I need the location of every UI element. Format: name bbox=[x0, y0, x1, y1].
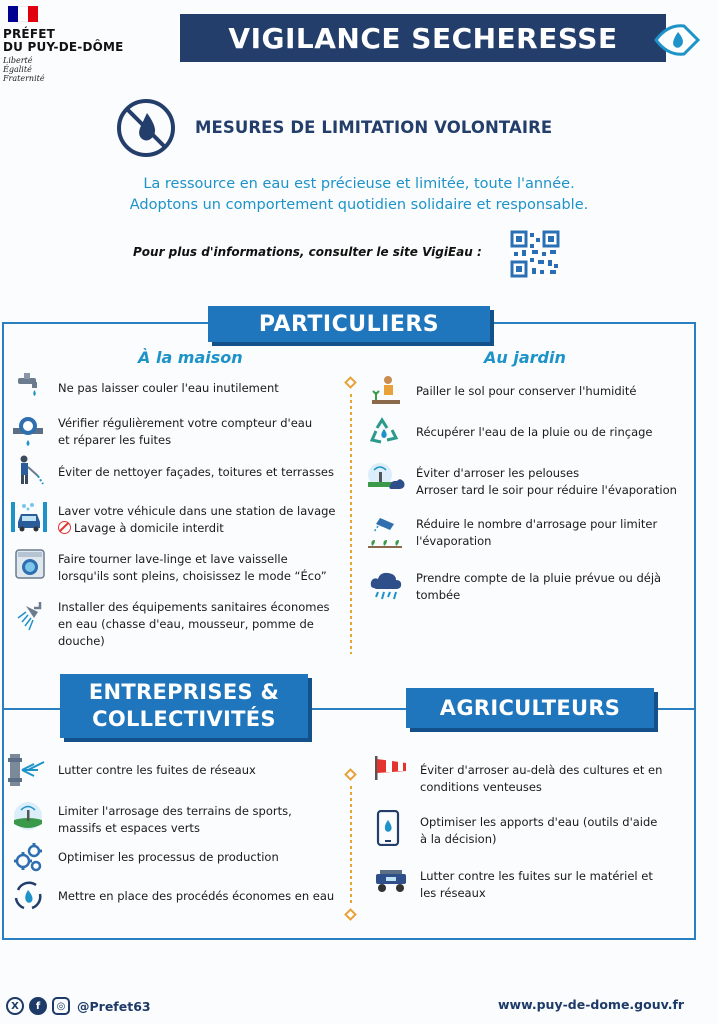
list-item: Réduire le nombre d'arrosage pour limiter l'évaporation bbox=[416, 517, 658, 548]
x-icon[interactable]: X bbox=[6, 997, 24, 1015]
section-title-entreprises: ENTREPRISES & COLLECTIVITÉS bbox=[60, 674, 308, 738]
list-item: Vérifier régulièrement votre compteur d'eau et réparer les fuites bbox=[58, 416, 313, 447]
list-item: Éviter d'arroser au-delà des cultures et en conditions venteuses bbox=[420, 763, 663, 794]
irrigation-equipment-icon bbox=[374, 868, 408, 896]
recycle-water-icon bbox=[368, 416, 400, 448]
lawn-sprinkler-icon bbox=[366, 460, 406, 496]
forbidden-icon bbox=[58, 521, 71, 534]
subtitle: MESURES DE LIMITATION VOLONTAIRE bbox=[195, 118, 553, 137]
drop-eye-icon bbox=[654, 20, 700, 60]
section-divider bbox=[2, 708, 60, 710]
water-cycle-icon bbox=[12, 880, 44, 912]
sports-field-sprinkler-icon bbox=[12, 800, 44, 832]
jardin-heading: Au jardin bbox=[484, 348, 566, 367]
list-item: Récupérer l'eau de la pluie ou de rinçage bbox=[416, 425, 653, 439]
facebook-icon[interactable]: f bbox=[29, 997, 47, 1015]
list-item: Lutter contre les fuites de réseaux bbox=[58, 763, 256, 777]
list-item: Pailler le sol pour conserver l'humidité bbox=[416, 384, 637, 398]
republic-flag-logo bbox=[8, 6, 38, 22]
social-links bbox=[6, 997, 151, 1015]
section-divider bbox=[308, 708, 406, 710]
leaking-pipe-icon bbox=[8, 754, 48, 786]
watering-can-icon bbox=[366, 516, 404, 550]
list-item: Éviter d'arroser les pelouses Arroser tard le soir pour réduire l'évaporation bbox=[416, 466, 677, 497]
list-item: Laver votre véhicule dans une station de lavage Lavage à domicile interdit bbox=[58, 504, 336, 535]
maison-heading: À la maison bbox=[138, 348, 243, 367]
faucet-icon bbox=[14, 368, 46, 400]
republic-motto: Liberté Égalité Fraternité bbox=[3, 56, 45, 83]
list-item: Lutter contre les fuites sur le matériel et les réseaux bbox=[420, 869, 653, 900]
smartphone-drop-icon bbox=[376, 810, 400, 846]
page-title: VIGILANCE SECHERESSE bbox=[180, 14, 666, 62]
list-item: Ne pas laisser couler l'eau inutilement bbox=[58, 381, 279, 395]
windsock-icon bbox=[374, 756, 410, 780]
shower-icon bbox=[12, 600, 44, 632]
section-divider bbox=[654, 708, 696, 710]
car-wash-icon bbox=[10, 500, 48, 534]
section-title-agriculteurs: AGRICULTEURS bbox=[406, 688, 654, 728]
list-item: Éviter de nettoyer façades, toitures et terrasses bbox=[58, 465, 334, 479]
rain-cloud-icon bbox=[368, 568, 404, 602]
website-link[interactable]: www.puy-de-dome.gouv.fr bbox=[498, 997, 685, 1012]
list-item: Prendre compte de la pluie prévue ou déjà tombée bbox=[416, 571, 662, 602]
vigieau-info: Pour plus d'informations, consulter le site VigiEau : bbox=[133, 245, 482, 259]
list-item: Optimiser les apports d'eau (outils d'aide à la décision) bbox=[420, 815, 658, 846]
list-item: Faire tourner lave-linge et lave vaisselle lorsqu'ils sont pleins, choisissez le mode “Éco” bbox=[58, 552, 327, 583]
social-handle[interactable]: @Prefet63 bbox=[77, 998, 151, 1014]
pressure-washer-icon bbox=[12, 454, 44, 486]
forbidden-line: Lavage à domicile interdit bbox=[58, 520, 336, 537]
list-item: Mettre en place des procédés économes en eau bbox=[58, 889, 335, 903]
qr-code-icon[interactable] bbox=[510, 230, 560, 278]
list-item: Limiter l'arrosage des terrains de sports, massifs et espaces verts bbox=[58, 804, 292, 835]
no-water-icon bbox=[116, 98, 176, 158]
section-title-particuliers: PARTICULIERS bbox=[208, 306, 490, 342]
gardener-icon bbox=[370, 374, 402, 406]
water-meter-icon bbox=[12, 414, 44, 446]
intro-text: La ressource en eau est précieuse et limitée, toute l'année. Adoptons un comportement quotidien solidaire et responsable. bbox=[129, 176, 589, 213]
list-item: Optimiser les processus de production bbox=[58, 850, 279, 864]
column-divider bbox=[350, 786, 352, 908]
prefet-name: PRÉFET DU PUY-DE-DÔME bbox=[3, 27, 124, 54]
column-divider bbox=[350, 394, 352, 654]
frame-divider bbox=[2, 322, 208, 324]
list-item: Installer des équipements sanitaires économes en eau (chasse d'eau, mousseur, pomme de douche) bbox=[58, 600, 330, 648]
instagram-icon[interactable]: ◎ bbox=[52, 997, 70, 1015]
gears-icon bbox=[12, 842, 44, 874]
washing-machine-icon bbox=[14, 548, 46, 580]
frame-divider bbox=[490, 322, 696, 324]
